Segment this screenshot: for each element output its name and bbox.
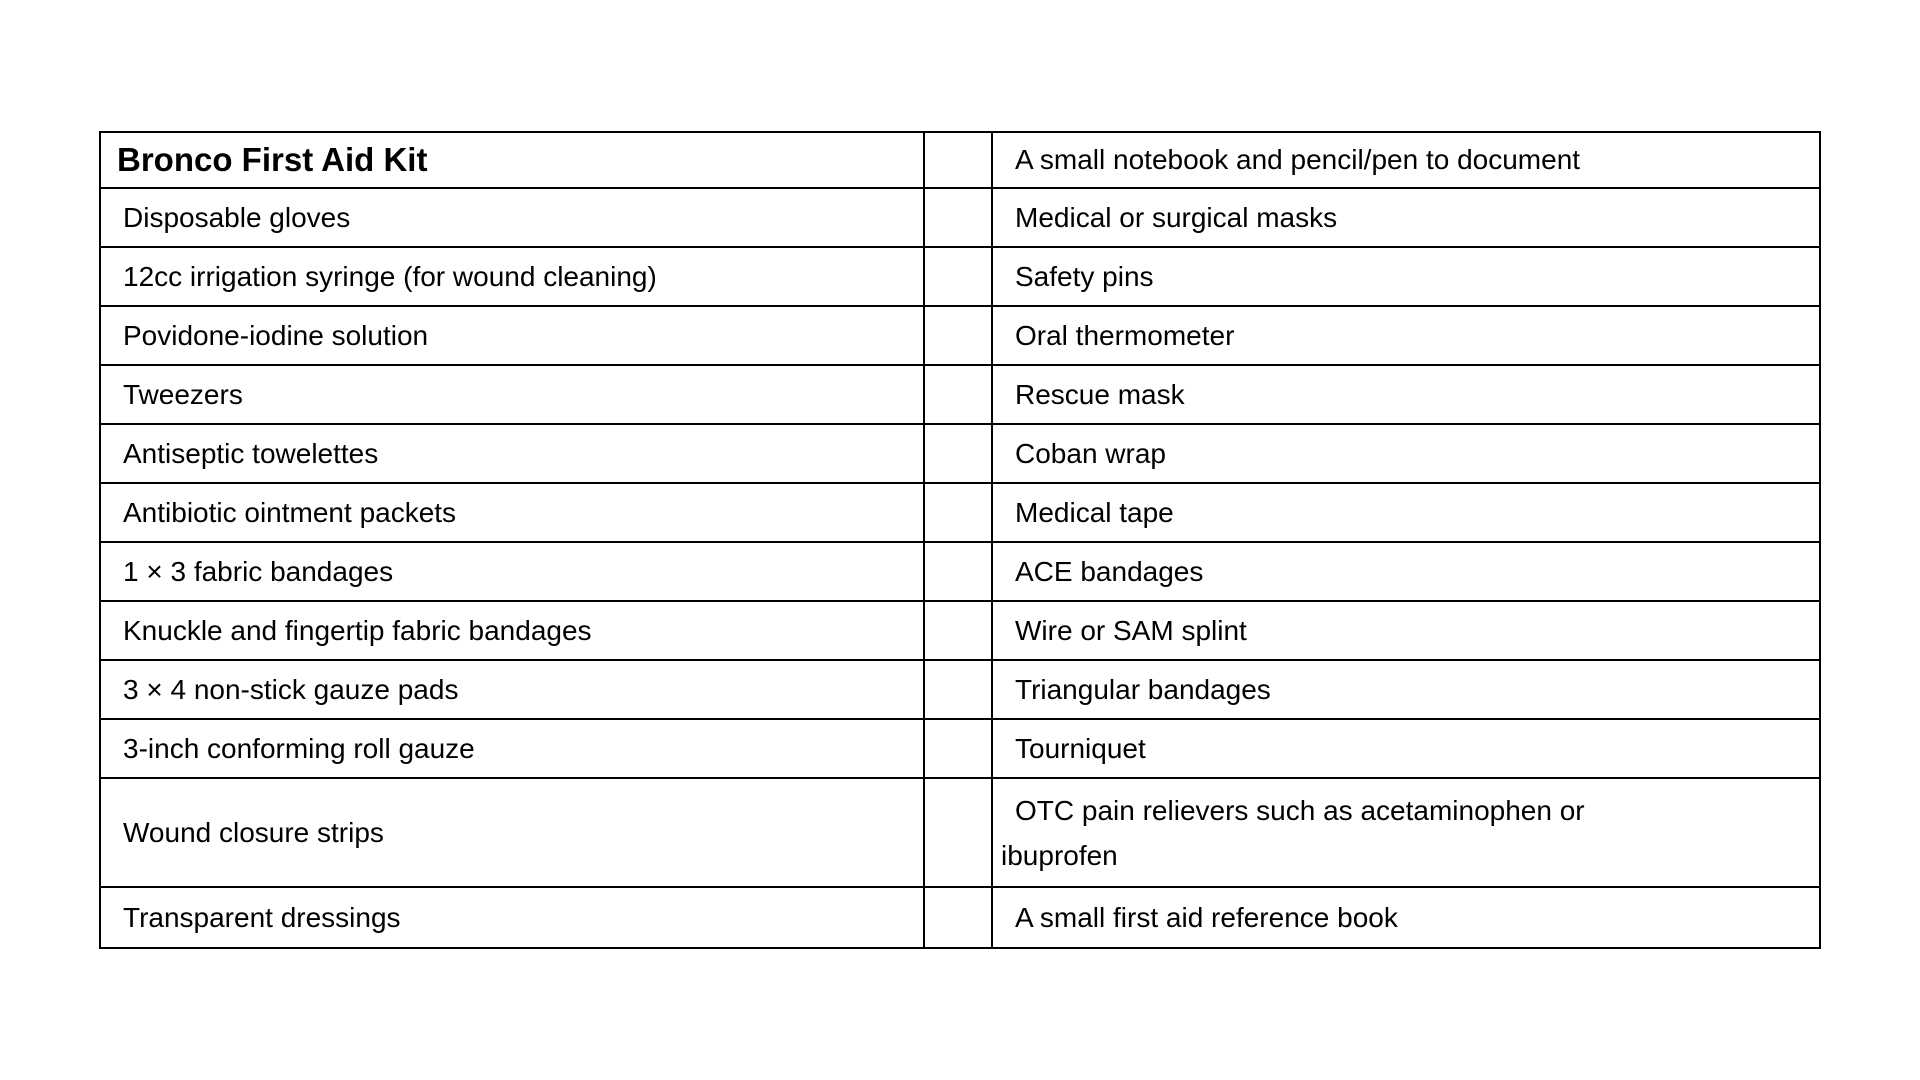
kit-title: Bronco First Aid Kit <box>100 132 924 188</box>
table-row <box>100 660 1820 719</box>
item-cell: Triangular bandages <box>992 660 1820 719</box>
item-cell: A small first aid reference book <box>992 887 1820 948</box>
check-cell <box>924 542 992 601</box>
item-cell: Transparent dressings <box>100 887 924 948</box>
item-cell: Rescue mask <box>992 365 1820 424</box>
item-cell: Povidone-iodine solution <box>100 306 924 365</box>
table-row <box>100 247 1820 306</box>
table-row <box>100 542 1820 601</box>
item-cell: Wound closure strips <box>100 778 924 887</box>
check-cell <box>924 247 992 306</box>
table-row <box>100 306 1820 365</box>
item-cell: Coban wrap <box>992 424 1820 483</box>
item-cell: Antiseptic towelettes <box>100 424 924 483</box>
table-row <box>100 601 1820 660</box>
item-cell: Tweezers <box>100 365 924 424</box>
item-text: OTC pain relievers such as acetaminophen or ibuprofen <box>1001 794 1585 871</box>
first-aid-checklist-table <box>99 131 1821 949</box>
item-cell: Tourniquet <box>992 719 1820 778</box>
check-cell <box>924 601 992 660</box>
table-row <box>100 483 1820 542</box>
table-row <box>100 719 1820 778</box>
item-cell: A small notebook and pencil/pen to document <box>992 132 1820 188</box>
check-cell <box>924 719 992 778</box>
item-cell: Wire or SAM splint <box>992 601 1820 660</box>
table-row <box>100 132 1820 188</box>
check-cell <box>924 483 992 542</box>
table-row <box>100 778 1820 887</box>
item-cell <box>992 778 1820 887</box>
table-row <box>100 188 1820 247</box>
table-row <box>100 365 1820 424</box>
item-cell: Medical tape <box>992 483 1820 542</box>
check-cell <box>924 132 992 188</box>
item-cell: Antibiotic ointment packets <box>100 483 924 542</box>
item-cell: 3 × 4 non-stick gauze pads <box>100 660 924 719</box>
item-cell: Medical or surgical masks <box>992 188 1820 247</box>
check-cell <box>924 188 992 247</box>
check-cell <box>924 778 992 887</box>
check-cell <box>924 306 992 365</box>
item-cell: 1 × 3 fabric bandages <box>100 542 924 601</box>
check-cell <box>924 660 992 719</box>
item-cell: Knuckle and fingertip fabric bandages <box>100 601 924 660</box>
item-cell: ACE bandages <box>992 542 1820 601</box>
table-row <box>100 424 1820 483</box>
check-cell <box>924 887 992 948</box>
item-cell: 12cc irrigation syringe (for wound cleaning) <box>100 247 924 306</box>
item-cell: Safety pins <box>992 247 1820 306</box>
item-cell: Oral thermometer <box>992 306 1820 365</box>
check-cell <box>924 365 992 424</box>
item-cell: 3-inch conforming roll gauze <box>100 719 924 778</box>
check-cell <box>924 424 992 483</box>
item-cell: Disposable gloves <box>100 188 924 247</box>
table-row <box>100 887 1820 948</box>
